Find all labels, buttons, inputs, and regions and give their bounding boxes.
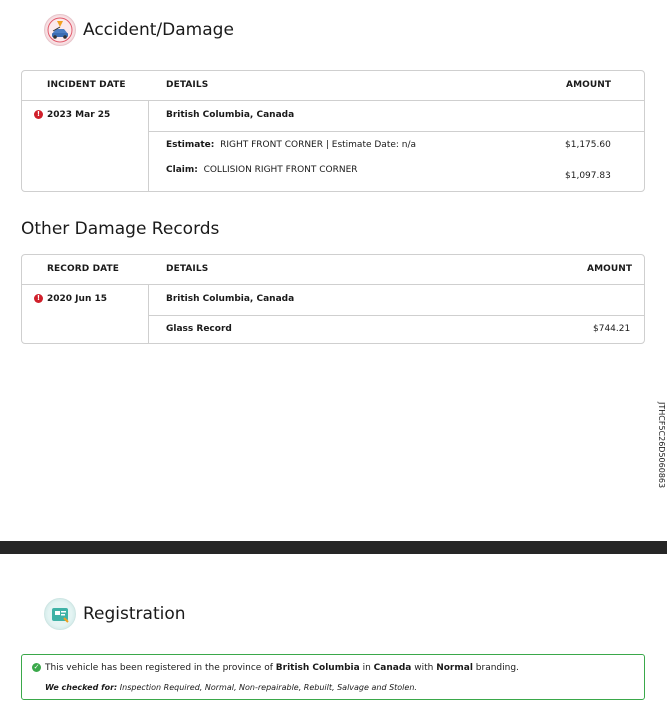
- record-amount: $744.21: [593, 324, 631, 334]
- other-damage-title: Other Damage Records: [21, 219, 220, 239]
- column-header-amount: AMOUNT: [566, 80, 612, 90]
- other-damage-table: [21, 254, 645, 344]
- record-date: ! 2020 Jun 15: [34, 294, 107, 304]
- checked-for-note: We checked for: Inspection Required, Normal, Non-repairable, Rebuilt, Salvage and Stolen.: [45, 683, 417, 692]
- estimate-detail: Estimate: RIGHT FRONT CORNER | Estimate Date: n/a: [166, 140, 417, 150]
- page-separator: [0, 541, 667, 554]
- column-header-details: DETAILS: [166, 80, 209, 90]
- column-header-incident-date: INCIDENT DATE: [47, 80, 126, 90]
- table-header: [22, 71, 644, 101]
- section-title: Registration: [83, 604, 186, 624]
- accident-section-header: [44, 14, 234, 46]
- accident-table: [21, 70, 645, 192]
- car-accident-icon: [44, 14, 76, 46]
- section-title: Accident/Damage: [83, 20, 234, 40]
- column-header-details: DETAILS: [166, 264, 209, 274]
- record-detail: Glass Record: [166, 324, 232, 334]
- incident-location: British Columbia, Canada: [166, 110, 295, 120]
- registration-status-box: [21, 654, 645, 700]
- alert-icon: !: [34, 110, 43, 119]
- row-divider: [149, 315, 644, 316]
- column-header-record-date: RECORD DATE: [47, 264, 119, 274]
- registration-card-icon: [44, 598, 76, 630]
- vin-vertical-label: JTHCF5C26D5060863: [657, 402, 666, 489]
- check-icon: ✓: [33, 663, 40, 671]
- row-divider: [149, 131, 644, 132]
- incident-date: ! 2023 Mar 25: [34, 110, 110, 120]
- column-header-amount: AMOUNT: [587, 264, 633, 274]
- claim-amount: $1,097.83: [565, 171, 611, 181]
- table-header: [22, 255, 644, 285]
- registration-section-header: [44, 598, 186, 630]
- estimate-amount: $1,175.60: [565, 140, 611, 150]
- registration-message: ✓ This vehicle has been registered in the province of British Columbia in Canada with Normal branding.: [33, 663, 519, 673]
- record-location: British Columbia, Canada: [166, 294, 295, 304]
- claim-detail: Claim: COLLISION RIGHT FRONT CORNER: [166, 165, 358, 175]
- alert-icon: !: [34, 294, 43, 303]
